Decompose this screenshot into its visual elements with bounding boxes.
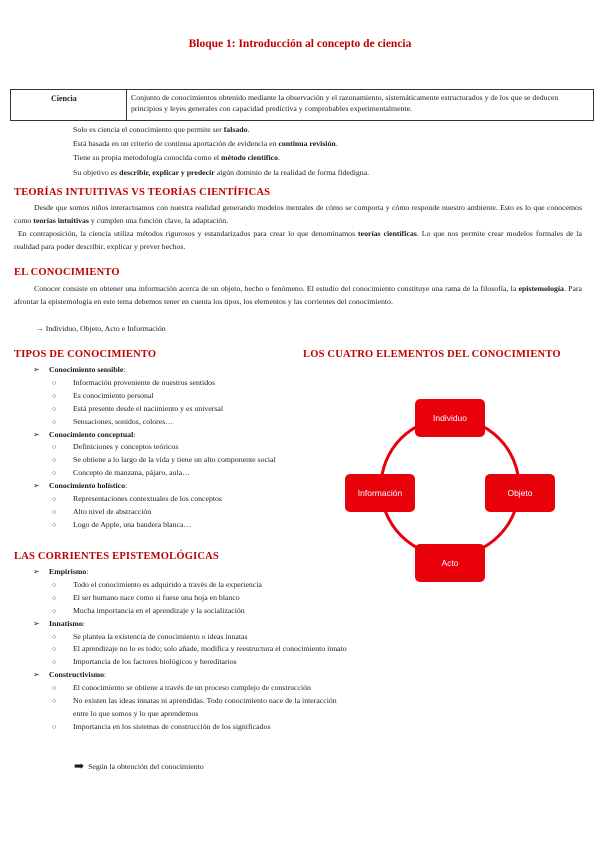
tipos-list [33,364,333,532]
list-item: ○ Representaciones contextuales de los conceptos [33,493,333,506]
list-item: ○ Importancia en los sistemas de construcción de los significados [33,721,453,734]
list-item: ○ Alto nivel de abstracción [33,506,333,519]
list-group-label: ➢ Conocimiento sensible: [33,364,333,377]
list-item: ○ Está presente desde el nacimiento y es universal [33,403,333,416]
list-item: ○ Se obtiene a lo largo de la vida y tiene un alto componente social [33,454,333,467]
list-item: ○ Mucha importancia en el aprendizaje y la socialización [33,605,453,618]
list-item: ○ No existen las ideas innatas ni aprendidas. Todo conocimiento nace de la interacción entre lo que somos y lo que aprendemos [33,695,353,721]
list-item: ○ El aprendizaje no lo es todo; solo añade, modifica y reestructura el conocimiento innato [33,643,453,656]
corrientes-list [33,566,453,734]
list-item: ○ Logo de Apple, una bandera blanca… [33,519,333,532]
list-group-label: ➢ Constructivismo: [33,669,453,682]
teorias-heading: TEORÍAS INTUITIVAS VS TEORÍAS CIENTÍFICAS [14,187,271,198]
list-item: ○ Es conocimiento personal [33,390,333,403]
footer-note [74,759,204,774]
definition-table [10,89,594,121]
tipos-heading: TIPOS DE CONOCIMIENTO [14,349,157,360]
list-item: ○ El ser humano nace como si fuese una hoja en blanco [33,592,453,605]
list-item: ○ Información proveniente de nuestros sentidos [33,377,333,390]
intro-bullets [73,123,369,180]
node-individuo: Individuo [415,399,485,437]
list-group-label: ➢ Innatismo: [33,618,453,631]
list-item: ○ Sensaciones, sonidos, colores… [33,416,333,429]
teorias-paragraph-2: En contraposición, la ciencia utiliza métodos rigurosos y estandarizados para crear lo que denominamos teorías científicas. Lo que nos permite crear modelos formales de la realidad para poder describir, explicar y prever hechos. [14,229,583,251]
intro-bullet: Su objetivo es describir, explicar y predecir algún dominio de la realidad de forma fidedigna. [73,167,370,177]
list-item: ○ Importancia de los factores biológicos y hereditarios [33,656,453,669]
conocimiento-arrow-line: → Individuo, Objeto, Acto e Información [36,324,166,333]
list-group-label: ➢ Conocimiento holístico: [33,480,333,493]
corrientes-heading: LAS CORRIENTES EPISTEMOLÓGICAS [14,551,219,562]
node-acto: Acto [415,544,485,582]
conocimiento-paragraph: Conocer consiste en obtener una información acerca de un objeto, hecho o fenómeno. El estudio del conocimiento constituye una rama de la filosofía, la epistemología. Para afrontar la epistemología en este tema debemos tener en cuenta los tipos, los elementos y las corrientes del conocimiento. [14,284,582,306]
list-item: ○ Definiciones y conceptos teóricos [33,441,333,454]
hand-arrow-icon: ➡ [74,759,85,773]
node-objeto: Objeto [485,474,555,512]
list-group-label: ➢ Conocimiento conceptual: [33,429,333,442]
intro-bullet: Tiene su propia metodología conocida como el método científico. [73,153,280,163]
elementos-heading: LOS CUATRO ELEMENTOS DEL CONOCIMIENTO [303,349,561,360]
page-title: Bloque 1: Introducción al concepto de ciencia [188,38,412,50]
intro-bullet: Está basada en un criterio de continua aportación de evidencia en continua revisión. [73,139,338,149]
definition-text: Conjunto de conocimientos obtenido mediante la observación y el razonamiento, sistemáticamente estructurados y de los que se deducen principios y leyes generales con capacidad predictiva y comprobables experimentalmente. [131,93,559,113]
list-item: ○ Se plantea la existencia de conocimiento o ideas innatas [33,631,453,644]
list-item: ○ El conocimiento se obtiene a través de un proceso complejo de construcción [33,682,453,695]
intro-bullet: Solo es ciencia el conocimiento que permite ser falsado. [73,125,250,134]
teorias-paragraph-1: Desde que somos niños interactuamos con nuestra realidad generando modelos mentales de cómo se comporta y cómo responde nuestro ambiente. Esto es lo que conocemos como teorías intuitivas y cumplen una función clave, la adaptación. [14,203,582,225]
list-item: ○ Todo el conocimiento es adquirido a través de la experiencia [33,579,453,592]
list-group-label: ➢ Empirismo: [33,566,453,579]
node-informacion: Información [345,474,415,512]
list-item: ○ Concepto de manzana, pájaro, aula… [33,467,333,480]
footer-text: Según la obtención del conocimiento [88,762,204,771]
conocimiento-heading: EL CONOCIMIENTO [14,267,120,278]
definition-term: Ciencia [11,90,127,120]
elements-cycle-diagram [350,395,550,580]
